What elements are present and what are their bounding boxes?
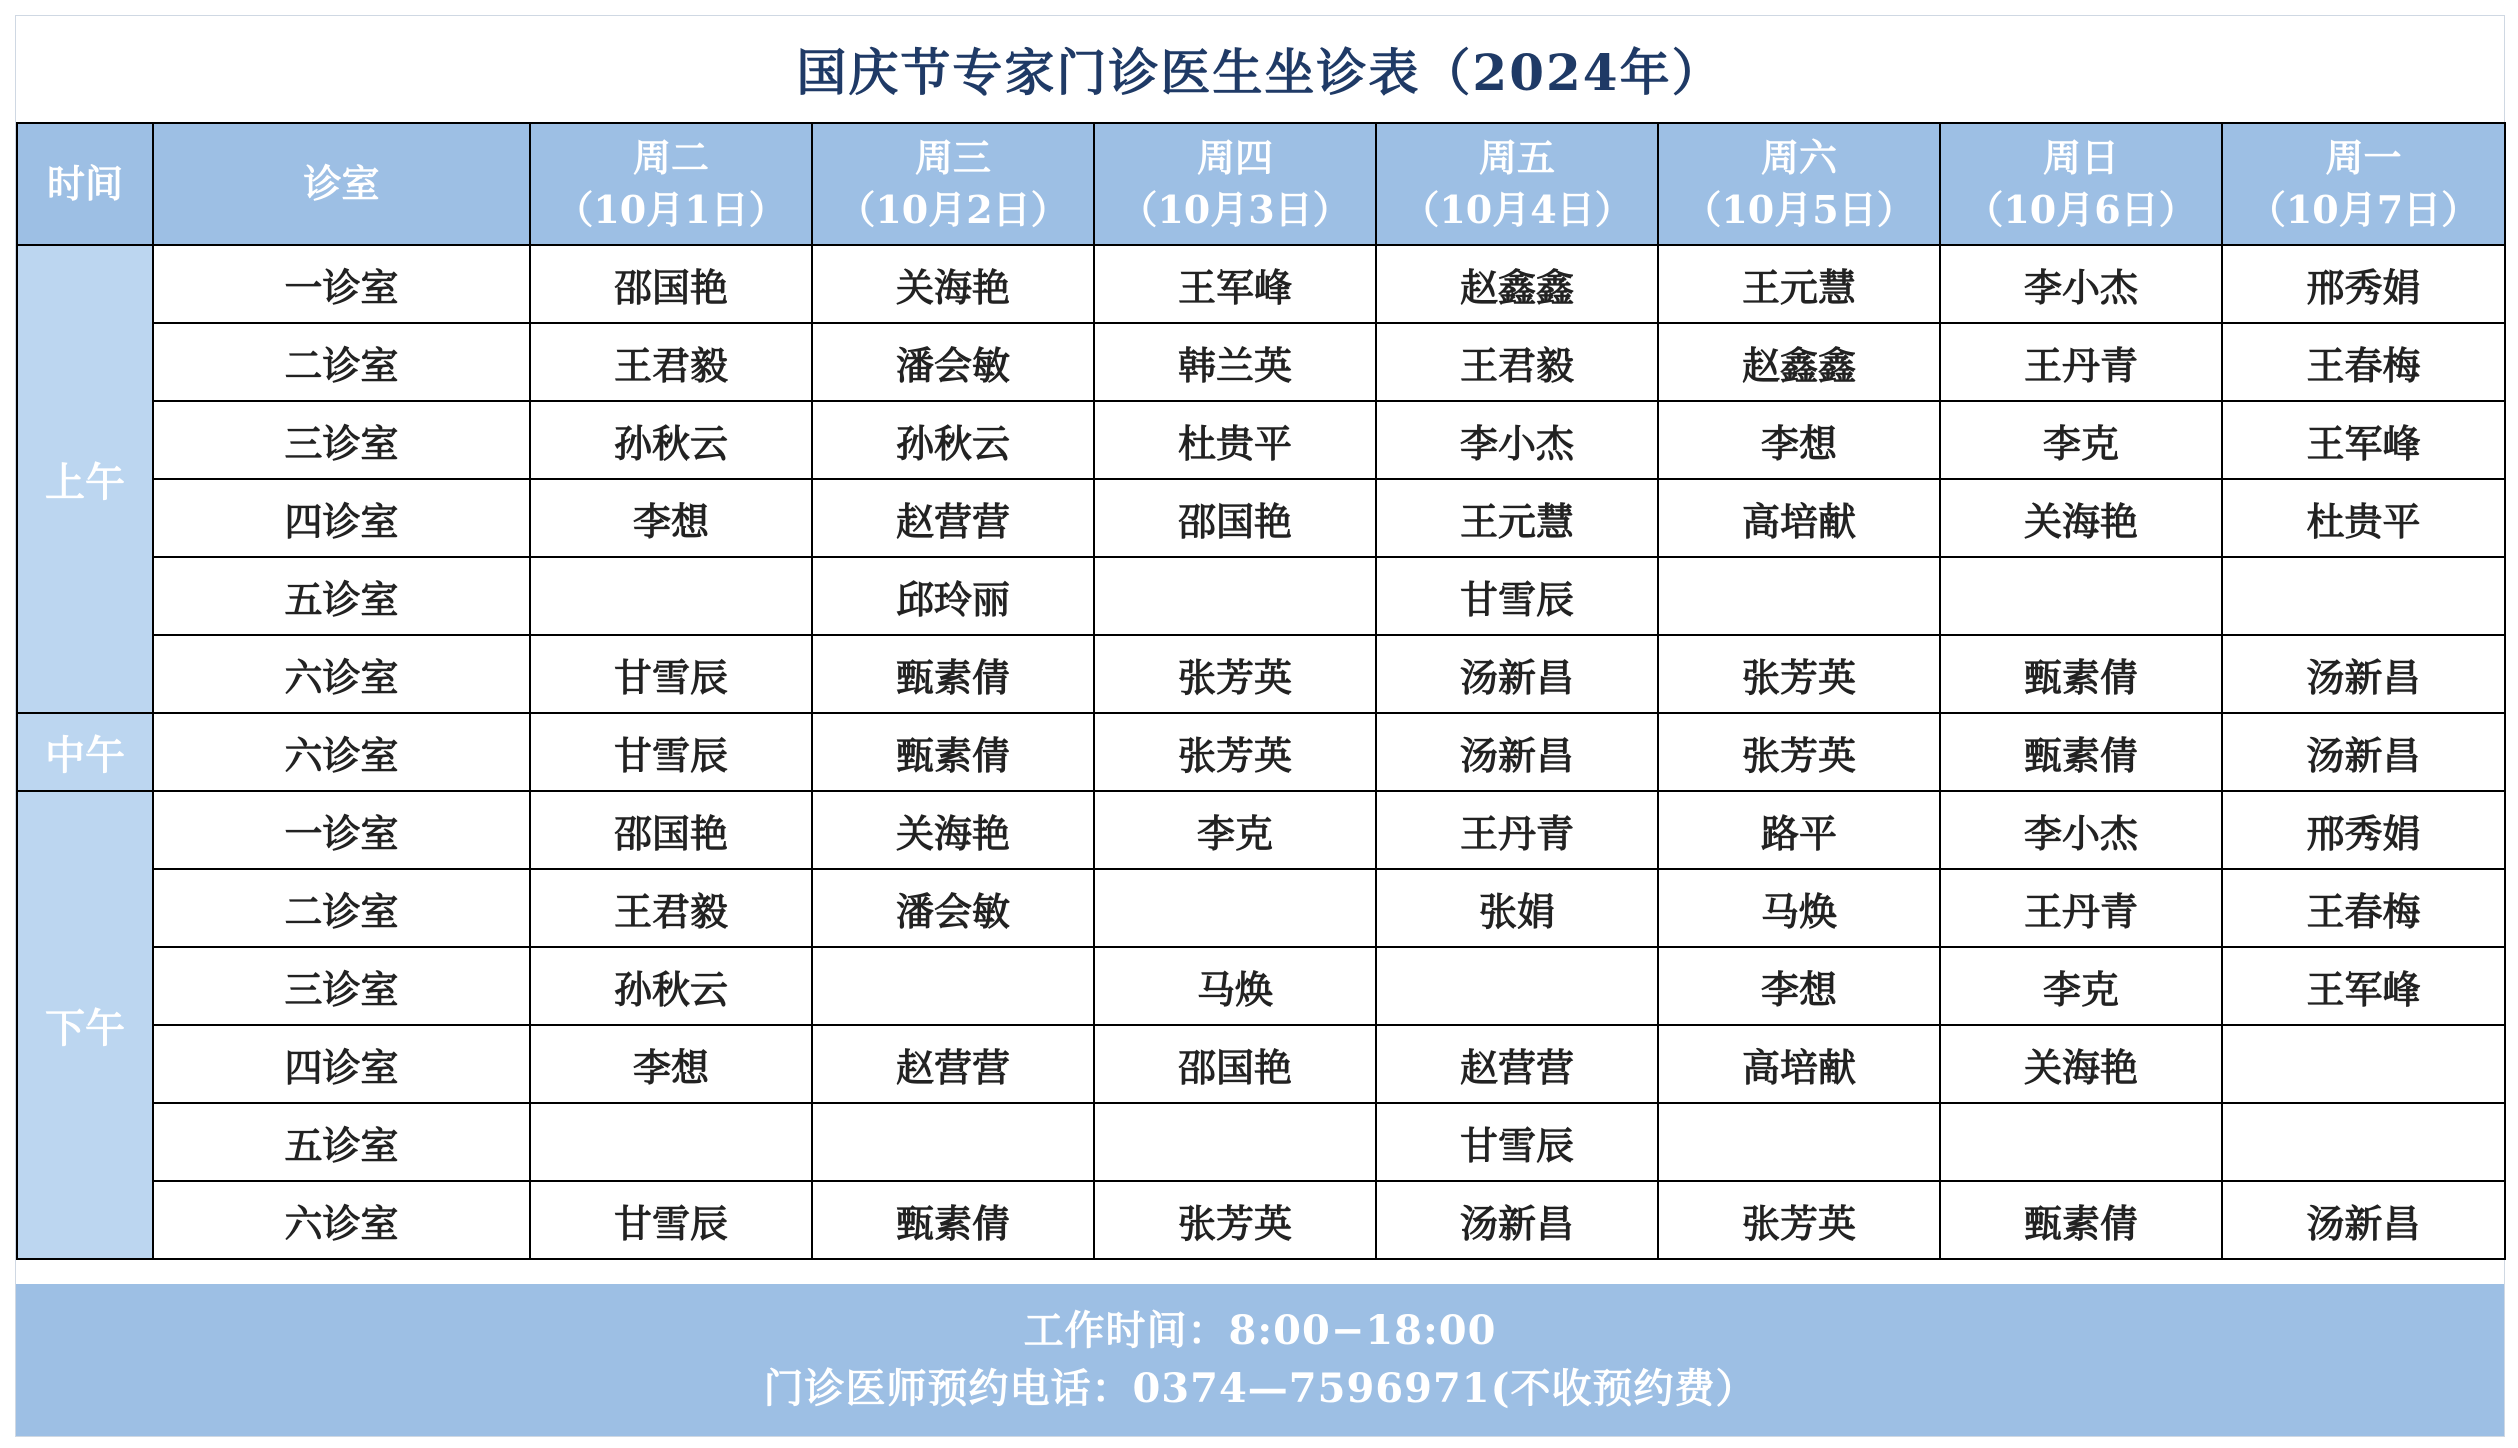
doctor-cell: 甘雪辰 — [530, 1181, 812, 1259]
doctor-cell: 赵营营 — [1376, 1025, 1658, 1103]
doctor-cell: 李想 — [530, 479, 812, 557]
table-row — [17, 869, 2505, 947]
doctor-cell: 甘雪辰 — [1376, 1103, 1658, 1181]
doctor-cell: 赵鑫鑫 — [1658, 323, 1940, 401]
doctor-cell: 邱玲丽 — [812, 557, 1094, 635]
doctor-cell: 张芳英 — [1658, 635, 1940, 713]
room-cell: 一诊室 — [153, 791, 530, 869]
doctor-cell: 李想 — [530, 1025, 812, 1103]
day-name: 周一 — [2325, 135, 2402, 180]
table-row — [17, 401, 2505, 479]
doctor-cell: 汤新昌 — [2222, 713, 2505, 791]
doctor-cell — [2222, 1025, 2505, 1103]
doctor-cell: 汤新昌 — [2222, 1181, 2505, 1259]
header-row — [17, 123, 2505, 245]
table-row — [17, 947, 2505, 1025]
doctor-cell: 张芳英 — [1094, 713, 1376, 791]
schedule-sheet — [15, 15, 2505, 1437]
table-row — [17, 1181, 2505, 1259]
doctor-cell: 王元慧 — [1376, 479, 1658, 557]
room-cell: 二诊室 — [153, 323, 530, 401]
doctor-cell: 李想 — [1658, 947, 1940, 1025]
doctor-cell — [1940, 1103, 2222, 1181]
doctor-cell — [812, 1103, 1094, 1181]
day-name: 周五 — [1478, 135, 1555, 180]
doctor-cell: 甄素倩 — [812, 1181, 1094, 1259]
doctor-cell: 张芳英 — [1658, 1181, 1940, 1259]
day-header — [812, 123, 1094, 245]
doctor-cell: 张芳英 — [1658, 713, 1940, 791]
footer-banner — [16, 1284, 2504, 1436]
doctor-cell: 赵营营 — [812, 1025, 1094, 1103]
doctor-cell: 张芳英 — [1094, 1181, 1376, 1259]
table-row — [17, 557, 2505, 635]
doctor-cell — [1940, 557, 2222, 635]
doctor-cell: 甘雪辰 — [530, 635, 812, 713]
doctor-cell: 李想 — [1658, 401, 1940, 479]
doctor-cell: 汤新昌 — [1376, 1181, 1658, 1259]
table-row — [17, 323, 2505, 401]
doctor-cell: 孙秋云 — [530, 947, 812, 1025]
table-row — [17, 479, 2505, 557]
room-cell: 六诊室 — [153, 713, 530, 791]
doctor-cell: 李克 — [1094, 791, 1376, 869]
doctor-cell: 关海艳 — [812, 791, 1094, 869]
doctor-cell: 李克 — [1940, 401, 2222, 479]
doctor-cell: 杜贵平 — [2222, 479, 2505, 557]
doctor-cell: 李小杰 — [1376, 401, 1658, 479]
doctor-cell: 王丹青 — [1940, 869, 2222, 947]
doctor-cell: 甄素倩 — [812, 713, 1094, 791]
period-label: 中午 — [17, 713, 153, 791]
day-date: （10月4日） — [1401, 187, 1633, 232]
doctor-cell: 马焕 — [1658, 869, 1940, 947]
day-name: 周三 — [914, 135, 991, 180]
doctor-cell: 甄素倩 — [1940, 1181, 2222, 1259]
doctor-cell: 邵国艳 — [1094, 1025, 1376, 1103]
table-row — [17, 245, 2505, 323]
doctor-cell: 邢秀娟 — [2222, 791, 2505, 869]
doctor-cell: 汤新昌 — [2222, 635, 2505, 713]
day-name: 周二 — [632, 135, 709, 180]
doctor-cell: 潘会敏 — [812, 323, 1094, 401]
doctor-cell: 关海艳 — [1940, 1025, 2222, 1103]
doctor-cell: 王丹青 — [1940, 323, 2222, 401]
doctor-cell: 甄素倩 — [1940, 713, 2222, 791]
doctor-cell: 王丹青 — [1376, 791, 1658, 869]
doctor-cell: 邵国艳 — [530, 791, 812, 869]
doctor-cell — [1376, 947, 1658, 1025]
doctor-cell: 高培献 — [1658, 479, 1940, 557]
doctor-cell: 王军峰 — [2222, 947, 2505, 1025]
period-label: 上午 — [17, 245, 153, 713]
day-date: （10月5日） — [1683, 187, 1915, 232]
doctor-cell — [1658, 557, 1940, 635]
room-cell: 四诊室 — [153, 479, 530, 557]
doctor-cell: 王军峰 — [1094, 245, 1376, 323]
doctor-cell — [530, 1103, 812, 1181]
working-hours: 工作时间：8:00−18:00 — [1023, 1307, 1497, 1354]
doctor-cell: 孙秋云 — [812, 401, 1094, 479]
doctor-cell: 甄素倩 — [1940, 635, 2222, 713]
doctor-cell: 邵国艳 — [1094, 479, 1376, 557]
doctor-cell: 韩兰英 — [1094, 323, 1376, 401]
day-header — [1940, 123, 2222, 245]
doctor-cell: 孙秋云 — [530, 401, 812, 479]
doctor-cell: 路平 — [1658, 791, 1940, 869]
day-name: 周四 — [1196, 135, 1273, 180]
doctor-cell: 高培献 — [1658, 1025, 1940, 1103]
day-header — [1658, 123, 1940, 245]
room-cell: 二诊室 — [153, 869, 530, 947]
doctor-cell: 邢秀娟 — [2222, 245, 2505, 323]
doctor-cell: 李小杰 — [1940, 245, 2222, 323]
appointment-phone: 门诊医师预约电话：0374—7596971(不收预约费） — [763, 1365, 1757, 1412]
room-column-header: 诊室 — [153, 123, 530, 245]
day-date: （10月1日） — [555, 187, 787, 232]
doctor-cell: 甄素倩 — [812, 635, 1094, 713]
room-cell: 五诊室 — [153, 1103, 530, 1181]
day-name: 周六 — [1760, 135, 1837, 180]
day-date: （10月2日） — [837, 187, 1069, 232]
table-row — [17, 635, 2505, 713]
doctor-cell: 王春梅 — [2222, 869, 2505, 947]
day-header — [1094, 123, 1376, 245]
doctor-cell: 潘会敏 — [812, 869, 1094, 947]
doctor-cell: 王君毅 — [530, 869, 812, 947]
doctor-cell: 赵营营 — [812, 479, 1094, 557]
doctor-cell: 关海艳 — [1940, 479, 2222, 557]
table-header — [17, 123, 2505, 245]
doctor-cell — [530, 557, 812, 635]
schedule-table — [16, 122, 2506, 1260]
room-cell: 一诊室 — [153, 245, 530, 323]
room-cell: 六诊室 — [153, 635, 530, 713]
doctor-cell — [1094, 1103, 1376, 1181]
table-row — [17, 1103, 2505, 1181]
day-header — [1376, 123, 1658, 245]
time-column-header: 时间 — [17, 123, 153, 245]
doctor-cell: 杜贵平 — [1094, 401, 1376, 479]
table-row — [17, 791, 2505, 869]
day-date: （10月6日） — [1965, 187, 2197, 232]
doctor-cell: 王君毅 — [1376, 323, 1658, 401]
doctor-cell — [2222, 1103, 2505, 1181]
doctor-cell: 汤新昌 — [1376, 635, 1658, 713]
day-date: （10月7日） — [2247, 187, 2480, 232]
doctor-cell — [812, 947, 1094, 1025]
day-date: （10月3日） — [1119, 187, 1351, 232]
table-body — [17, 245, 2505, 1259]
room-cell: 四诊室 — [153, 1025, 530, 1103]
room-cell: 三诊室 — [153, 401, 530, 479]
doctor-cell: 张芳英 — [1094, 635, 1376, 713]
page-title: 国庆节专家门诊医生坐诊表（2024年） — [796, 43, 1724, 102]
doctor-cell: 李小杰 — [1940, 791, 2222, 869]
day-name: 周日 — [2042, 135, 2119, 180]
doctor-cell: 王元慧 — [1658, 245, 1940, 323]
doctor-cell: 汤新昌 — [1376, 713, 1658, 791]
doctor-cell: 甘雪辰 — [1376, 557, 1658, 635]
room-cell: 三诊室 — [153, 947, 530, 1025]
period-label: 下午 — [17, 791, 153, 1259]
doctor-cell: 张娟 — [1376, 869, 1658, 947]
doctor-cell: 王军峰 — [2222, 401, 2505, 479]
doctor-cell: 甘雪辰 — [530, 713, 812, 791]
doctor-cell — [1094, 557, 1376, 635]
doctor-cell: 关海艳 — [812, 245, 1094, 323]
doctor-cell: 邵国艳 — [530, 245, 812, 323]
doctor-cell: 李克 — [1940, 947, 2222, 1025]
day-header — [2222, 123, 2505, 245]
doctor-cell — [1094, 869, 1376, 947]
table-row — [17, 1025, 2505, 1103]
doctor-cell: 王春梅 — [2222, 323, 2505, 401]
doctor-cell: 赵鑫鑫 — [1376, 245, 1658, 323]
doctor-cell: 马焕 — [1094, 947, 1376, 1025]
day-header — [530, 123, 812, 245]
table-row — [17, 713, 2505, 791]
doctor-cell — [2222, 557, 2505, 635]
room-cell: 五诊室 — [153, 557, 530, 635]
room-cell: 六诊室 — [153, 1181, 530, 1259]
doctor-cell — [1658, 1103, 1940, 1181]
doctor-cell: 王君毅 — [530, 323, 812, 401]
